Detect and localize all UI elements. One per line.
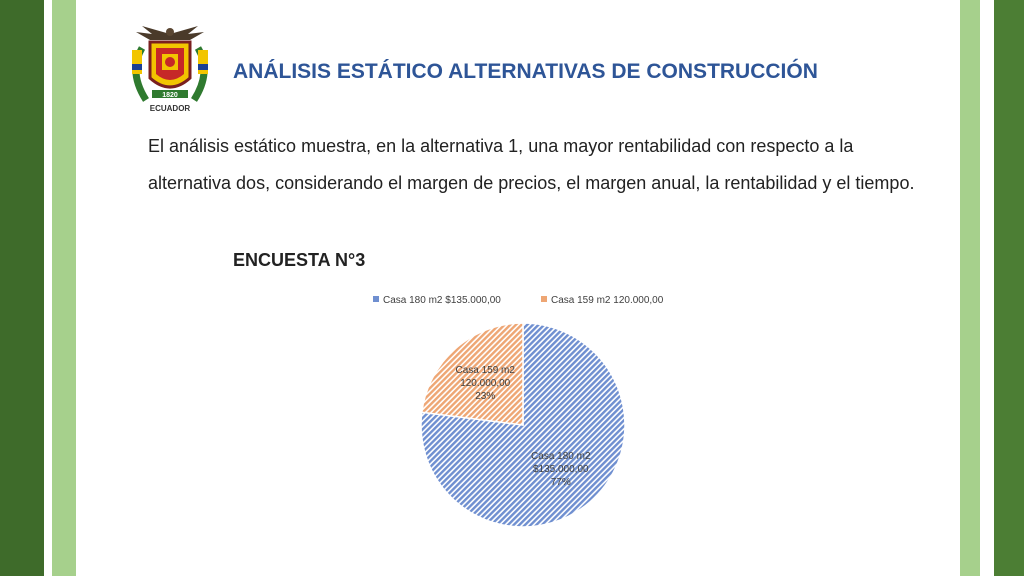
slice-data-label-1: Casa 180 m2 $135.000,00 77% — [531, 450, 591, 488]
body-paragraph: El análisis estático muestra, en la alternativa 1, una mayor rentabilidad con respecto a la alternativa dos, considerando el margen de precios, el margen anual, la rentabilidad y el tiempo. — [148, 136, 915, 193]
legend-label-1: Casa 180 m2 $135.000,00 — [383, 295, 501, 306]
pie-chart — [340, 284, 740, 544]
legend-swatch-2 — [541, 296, 547, 302]
legend-swatch-1 — [373, 296, 379, 302]
right-dark-bar — [994, 0, 1024, 576]
slice-data-label-2: Casa 159 m2 120.000,00 23% — [455, 365, 515, 403]
legend-label-2: Casa 159 m2 120.000,00 — [551, 295, 664, 306]
emblem-year: 1820 — [162, 92, 178, 99]
left-light-bar — [52, 0, 76, 576]
emblem-caption: ECUADOR — [149, 104, 191, 113]
coat-of-arms-logo — [122, 20, 218, 120]
right-light-bar — [960, 0, 980, 576]
slide-title: ANÁLISIS ESTÁTICO ALTERNATIVAS DE CONSTRUCCIÓN — [233, 60, 818, 83]
left-dark-bar — [0, 0, 44, 576]
survey-title: ENCUESTA N°3 — [233, 250, 366, 270]
